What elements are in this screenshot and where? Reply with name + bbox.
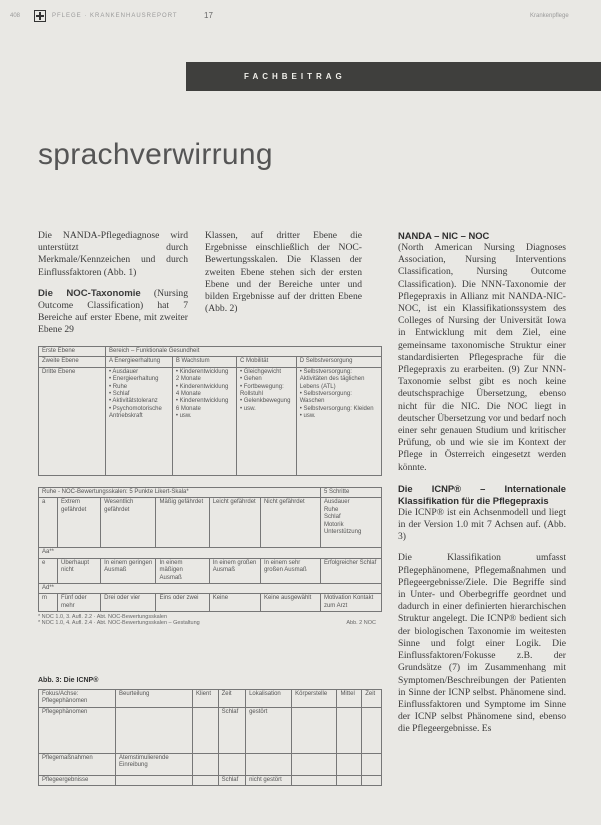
table-cell: Erfolgreicher Schlaf: [320, 558, 381, 583]
table-cell: Keine: [209, 594, 260, 612]
table-cell: Schlaf: [218, 707, 246, 753]
table-cell: Ruhe - NOC-Bewertungsskalen: 5 Punkte Likert-Skala*: [39, 488, 321, 498]
table-cell: • Selbstversorgung: Aktivitäten des täglichen Lebens (ATL) • Selbstversorgung: Waschen • Selbstversorgung: Kleiden • usw.: [296, 367, 381, 475]
table-cell: [116, 775, 193, 785]
footnote-2: [38, 620, 382, 626]
col3-paragraph-3: Die Klassifikation umfasst Pflegephänomene, Pflegemaßnahmen und Pflegeergebnisse/Ziele. Die Begriffe sind in Unter- und Oberbegriffe geordnet und dadurch in einer definierten hierarchischen Struktur angelegt. Die ICNP® bedient sich der biologischen Taxonomie im weitesten Sinne und folgt einer Logik. Die Einflussfaktoren/Fokusse z.B. der Grundsätze (7) im Zusammenhang mit Symptomen/Beschreibungen der Patienten in Sinne der ICNP selbst. Phänomene sind. Einflussfaktoren und Symptome im Sinne der ICNP selbst Phänomene sind, ebenso die Pflegeergebnisse. Es: [398, 552, 566, 735]
table-cell: [337, 753, 362, 775]
table-row: [39, 690, 382, 708]
table-cell: Motivation Kontakt zum Arzt: [320, 594, 381, 612]
table-cell: nicht gestört: [246, 775, 292, 785]
table-cell: Zweite Ebene: [39, 357, 106, 367]
table-cell: In einem großen Ausmaß: [209, 558, 260, 583]
table-cell: Bereich – Funktionale Gesundheit: [106, 347, 382, 357]
table-cell: Nicht gefährdet: [260, 498, 320, 548]
icnp-table: [38, 689, 382, 786]
table-cell: [292, 775, 337, 785]
table-cell: In einem geringen Ausmaß: [101, 558, 156, 583]
column-3: [398, 230, 566, 745]
table-cell: Erste Ebene: [39, 347, 106, 357]
section-band: [186, 62, 601, 91]
table-cell: Drei oder vier: [101, 594, 156, 612]
table-cell: Zeit: [218, 690, 246, 708]
table-cell: • Gleichgewicht • Gehen • Fortbewegung: Rollstuhl • Gelenkbewegung • usw.: [236, 367, 296, 475]
table-cell: Pflegemaßnahmen: [39, 753, 116, 775]
table-row: [39, 498, 382, 548]
footnote-2-text: * NOC 1.0, 4. Aufl. 2.4 · Abt. NOC-Bewertungsskalen – Gestaltung: [38, 620, 200, 627]
table-cell: [218, 753, 246, 775]
table-cell: Keine ausgewählt: [260, 594, 320, 612]
heading-icnp: Die ICNP® – Internationale Klassifikation für die Pflegepraxis: [398, 482, 566, 506]
section-label: FACHBEITRAG: [244, 72, 346, 81]
figure-label-abb2: Abb. 2 NOC: [346, 620, 376, 627]
table-cell: In einem sehr großen Ausmaß: [260, 558, 320, 583]
table-row: [39, 594, 382, 612]
table-cell: m: [39, 594, 58, 612]
table-cell: [292, 707, 337, 753]
header-page-left: 408: [10, 13, 21, 19]
table-cell: Wesentlich gefährdet: [101, 498, 156, 548]
table-cell: [292, 753, 337, 775]
table-cell: Schlaf: [218, 775, 246, 785]
table-cell: Zeit: [362, 690, 382, 708]
table-cell: Atemstimulierende Einreibung: [116, 753, 193, 775]
table-cell: [362, 775, 382, 785]
table-cell: 5 Schritte: [320, 488, 381, 498]
table-cell: In einem mäßigen Ausmaß: [156, 558, 209, 583]
col3-paragraph-1: (North American Nursing Diagnoses Association, Nursing Interventions Classification, Nursing Outcome Classification). Die NNN-Taxonomie der Pflegepraxis in Allianz mit NANDA-NIC-NOC, ist ein Klassifikationssystem des Colleges of Nursing der Universität Iowa in Entwicklung mit dem Ziel, eine gemeinsame taxonomische Struktur einer standardisierten Pflegesprache für die Pflegepraxis zu erarbeiten. (9) Zur NNN-Taxonomie selbst gibt es noch keine deutschsprachige Übersetzung, ebenso nicht für die NIC. Die NOC liegt in deutscher Übersetzung vor und bedarf noch einer sehr genauen Studium und kritischer Prüfung, ob und wie sie im Kontext der Pflege in Österreich eingesetzt werden könnte.: [398, 242, 566, 473]
table-cell: [337, 775, 362, 785]
table-cell: [362, 707, 382, 753]
table-row: [39, 753, 382, 775]
table-cell: Fünf oder mehr: [58, 594, 101, 612]
table-cell: D Selbstversorgung: [296, 357, 381, 367]
table-cell: e: [39, 558, 58, 583]
table-cell: Lokalisation: [246, 690, 292, 708]
table-row: [39, 558, 382, 583]
table-cell: [193, 753, 219, 775]
col2-paragraph-1: Klassen, auf dritter Ebene die Ergebnisse einschließlich der NOC-Bewertungsskalen. Die Klassen der zweiten Ebene stehen sich der ersten Ebene und der Bereiche unter und bilden Ergebnisse auf der dritten Ebene (Abb. 2): [205, 230, 362, 315]
table-cell: Mäßig gefährdet: [156, 498, 209, 548]
table-cell: [116, 707, 193, 753]
table-row: [39, 584, 382, 594]
header-section: Krankenpflege: [530, 13, 569, 19]
noc-taxonomie-term: Die NOC-Taxonomie: [38, 287, 141, 299]
article-title: sprachverwirrung: [38, 138, 273, 171]
col1-paragraph-2-text: (Nursing Outcome Classification) hat 7 Bereiche auf erster Ebene, mit zweiter Ebene 29: [38, 287, 188, 336]
table-row: [39, 367, 382, 475]
table-cell: Überhaupt nicht: [58, 558, 101, 583]
table-cell: Mittel: [337, 690, 362, 708]
table-cell: • Kinderentwicklung 2 Monate • Kinderentwicklung 4 Monate • Kinderentwicklung 6 Monate • usw.: [172, 367, 236, 475]
column-1: [38, 230, 188, 346]
table-cell: Ausdauer Ruhe Schlaf Motorik Unterstützung: [320, 498, 381, 548]
table-cell: • Ausdauer • Energieerhaltung • Ruhe • Schlaf • Aktivitätstoleranz • Psychomotorische Antriebskraft: [106, 367, 173, 475]
table-cell: [337, 707, 362, 753]
table-cell: [193, 775, 219, 785]
col1-paragraph-2: [38, 288, 188, 337]
figure-caption-abb3: Abb. 3: Die ICNP®: [38, 677, 99, 684]
table-cell: Ad**: [39, 584, 382, 594]
table-cell: a: [39, 498, 58, 548]
noc-rating-scale-table: [38, 487, 382, 626]
table-row: [39, 488, 382, 498]
journal-logo-icon: [34, 10, 46, 22]
col3-paragraph-2: Die ICNP® ist ein Achsenmodell und liegt in der Version 1.0 mit 7 Achsen auf. (Abb. 3): [398, 506, 566, 543]
table-cell: Fokus/Achse: Pflegephänomen: [39, 690, 116, 708]
table-cell: [246, 753, 292, 775]
heading-nanda-nic-noc: NANDA – NIC – NOC: [398, 230, 490, 241]
table-cell: C Mobilität: [236, 357, 296, 367]
column-2: [205, 230, 362, 324]
table-cell: B Wachstum: [172, 357, 236, 367]
table-cell: Leicht gefährdet: [209, 498, 260, 548]
table-cell: Pflegeergebnisse: [39, 775, 116, 785]
journal-name: PFLEGE · KRANKENHAUSREPORT: [52, 13, 178, 19]
table-cell: Pflegephänomen: [39, 707, 116, 753]
page-number: 17: [204, 11, 213, 20]
table-row: [39, 357, 382, 367]
table-cell: gestört: [246, 707, 292, 753]
footnote-1: * NOC 1.0, 3. Aufl. 2.2 · Abt. NOC-Bewertungsskalen: [38, 614, 168, 621]
table-cell: Klient: [193, 690, 219, 708]
table-cell: Extrem gefährdet: [58, 498, 101, 548]
table-cell: A Energieerhaltung: [106, 357, 173, 367]
table-row: [39, 775, 382, 785]
table-row: [39, 707, 382, 753]
table-cell: Eins oder zwei: [156, 594, 209, 612]
table-cell: Dritte Ebene: [39, 367, 106, 475]
table-cell: Aa**: [39, 548, 382, 558]
table-cell: [362, 753, 382, 775]
table-cell: [193, 707, 219, 753]
table-cell: Beurteilung: [116, 690, 193, 708]
col1-paragraph-1: Die NANDA-Pflegediagnose wird unterstützt durch Merkmale/Kennzeichen und durch Einflussfaktoren (Abb. 1): [38, 230, 188, 278]
table-cell: Körperstelle: [292, 690, 337, 708]
table-row: [39, 347, 382, 357]
table-row: [39, 548, 382, 558]
noc-taxonomy-table: [38, 346, 382, 476]
